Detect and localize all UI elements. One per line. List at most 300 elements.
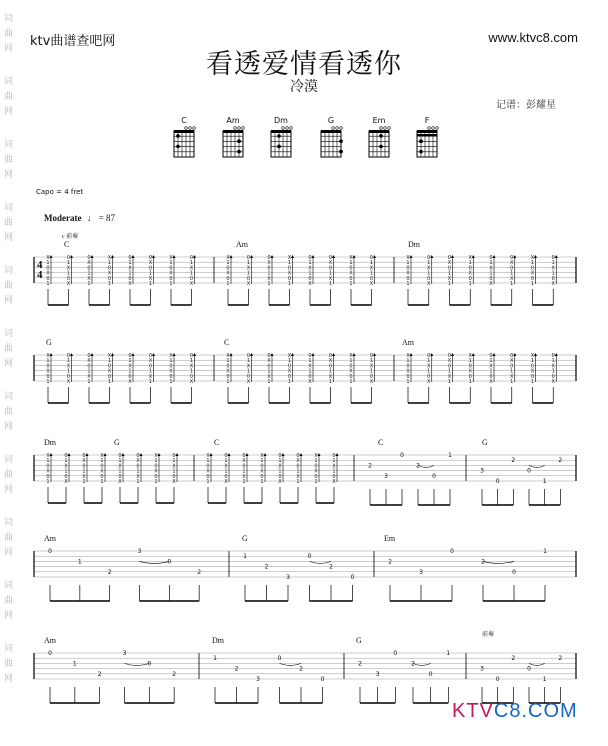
chord-name: G — [327, 116, 335, 125]
svg-text:1: 1 — [169, 358, 173, 365]
svg-text:1: 1 — [189, 270, 194, 277]
watermark-glyph: 词 — [4, 14, 14, 24]
svg-text:1: 1 — [189, 368, 194, 375]
svg-text:1: 1 — [169, 281, 173, 287]
svg-text:0: 0 — [551, 353, 555, 359]
svg-text:1: 1 — [447, 379, 452, 385]
svg-text:X: X — [118, 479, 122, 485]
svg-text:1: 1 — [369, 260, 374, 267]
svg-text:X: X — [447, 275, 452, 282]
svg-text:0: 0 — [332, 453, 336, 459]
svg-text:X: X — [107, 270, 112, 277]
svg-text:0: 0 — [349, 373, 353, 380]
svg-text:1: 1 — [226, 281, 230, 287]
svg-text:1: 1 — [328, 379, 333, 385]
time-sig-top: 4 — [37, 259, 43, 271]
footer-logo[interactable] — [452, 700, 578, 723]
chord-label: Dm — [212, 636, 224, 645]
svg-text:X: X — [468, 255, 472, 261]
svg-text:1: 1 — [551, 260, 555, 267]
chord-grid-icon — [268, 126, 294, 160]
chord-label: Am — [44, 636, 56, 645]
svg-text:0: 0 — [87, 265, 91, 272]
svg-text:3: 3 — [419, 568, 423, 576]
svg-text:0: 0 — [46, 275, 50, 282]
svg-text:X: X — [82, 458, 86, 465]
svg-text:0: 0 — [296, 453, 300, 459]
watermark-glyph: 曲 — [4, 281, 14, 291]
watermark-glyph: 词 — [4, 266, 14, 276]
svg-text:1: 1 — [224, 468, 228, 475]
chord-name: Em — [372, 116, 386, 125]
svg-text:0: 0 — [100, 463, 104, 470]
svg-text:0: 0 — [169, 373, 173, 380]
svg-text:X: X — [64, 479, 68, 485]
svg-text:0: 0 — [393, 650, 398, 657]
svg-text:1: 1 — [46, 260, 50, 267]
svg-text:1: 1 — [243, 553, 247, 561]
svg-text:X: X — [349, 270, 353, 277]
svg-text:X: X — [349, 353, 353, 359]
chord-label: Dm — [44, 438, 56, 447]
svg-text:X: X — [267, 373, 271, 380]
svg-text:1: 1 — [551, 368, 555, 375]
svg-text:X: X — [427, 363, 431, 370]
svg-text:0: 0 — [328, 265, 333, 272]
svg-text:0: 0 — [118, 453, 122, 459]
chord-name: C — [181, 116, 187, 125]
svg-text:0: 0 — [224, 473, 228, 480]
svg-text:0: 0 — [224, 453, 228, 459]
svg-text:X: X — [66, 379, 71, 385]
svg-text:X: X — [224, 479, 228, 485]
svg-text:1: 1 — [427, 260, 431, 267]
svg-text:1: 1 — [278, 458, 282, 465]
svg-text:2: 2 — [197, 568, 202, 576]
svg-text:X: X — [189, 281, 194, 287]
svg-text:1: 1 — [530, 358, 535, 365]
svg-text:1: 1 — [332, 458, 336, 465]
svg-text:X: X — [406, 270, 410, 277]
svg-text:1: 1 — [46, 458, 50, 465]
svg-text:X: X — [172, 479, 176, 485]
svg-text:0: 0 — [328, 255, 333, 261]
svg-text:0: 0 — [350, 574, 355, 581]
svg-text:2: 2 — [368, 462, 372, 470]
svg-text:0: 0 — [118, 473, 122, 480]
svg-text:2: 2 — [411, 660, 415, 668]
svg-text:0: 0 — [169, 363, 173, 370]
svg-text:0: 0 — [510, 265, 514, 272]
svg-text:1: 1 — [136, 468, 140, 475]
svg-text:1: 1 — [468, 281, 472, 287]
svg-text:2: 2 — [234, 665, 239, 673]
svg-text:0: 0 — [189, 275, 194, 282]
svg-text:1: 1 — [107, 260, 112, 267]
svg-text:1: 1 — [267, 379, 271, 385]
svg-text:1: 1 — [72, 660, 77, 668]
svg-text:0: 0 — [167, 558, 172, 566]
svg-text:0: 0 — [66, 275, 71, 282]
svg-text:X: X — [489, 281, 493, 287]
svg-text:1: 1 — [406, 260, 410, 267]
svg-text:0: 0 — [148, 265, 153, 272]
watermark-glyph: 曲 — [4, 218, 14, 228]
svg-text:1: 1 — [87, 270, 91, 277]
svg-text:1: 1 — [246, 260, 251, 267]
svg-text:X: X — [267, 275, 271, 282]
svg-text:0: 0 — [369, 275, 374, 282]
svg-text:0: 0 — [148, 353, 153, 359]
watermark-glyph: 词 — [4, 455, 14, 465]
svg-text:0: 0 — [406, 265, 410, 272]
svg-text:X: X — [87, 358, 91, 365]
svg-text:1: 1 — [128, 270, 132, 277]
svg-text:X: X — [369, 379, 374, 385]
svg-text:X: X — [349, 255, 353, 261]
svg-text:1: 1 — [46, 379, 50, 385]
svg-text:0: 0 — [107, 373, 112, 380]
svg-text:X: X — [87, 260, 91, 267]
svg-text:0: 0 — [427, 353, 431, 359]
svg-text:X: X — [226, 368, 230, 375]
svg-text:X: X — [332, 479, 336, 485]
svg-text:X: X — [169, 255, 173, 261]
svg-text:0: 0 — [87, 255, 91, 261]
svg-text:0: 0 — [206, 473, 210, 480]
svg-text:1: 1 — [510, 368, 514, 375]
svg-text:1: 1 — [246, 368, 251, 375]
svg-text:0: 0 — [530, 265, 535, 272]
svg-text:0: 0 — [530, 275, 535, 282]
watermark-glyph: 曲 — [4, 470, 14, 480]
svg-text:0: 0 — [551, 275, 555, 282]
svg-text:0: 0 — [169, 265, 173, 272]
svg-text:2: 2 — [358, 660, 362, 668]
svg-text:X: X — [530, 353, 535, 359]
svg-text:0: 0 — [189, 255, 194, 261]
watermark-glyph: 词 — [4, 392, 14, 402]
svg-text:0: 0 — [447, 265, 452, 272]
svg-text:1: 1 — [100, 479, 104, 485]
svg-text:X: X — [308, 363, 312, 370]
svg-text:X: X — [468, 270, 472, 277]
svg-text:0: 0 — [447, 255, 452, 261]
svg-text:0: 0 — [406, 373, 410, 380]
svg-text:1: 1 — [530, 281, 535, 287]
svg-text:1: 1 — [542, 478, 547, 485]
svg-text:1: 1 — [446, 650, 451, 657]
svg-text:1: 1 — [172, 468, 176, 475]
watermark-glyph: 词 — [4, 140, 14, 150]
svg-text:X: X — [128, 265, 132, 272]
svg-text:X: X — [226, 353, 230, 359]
svg-text:1: 1 — [128, 358, 132, 365]
svg-text:1: 1 — [66, 368, 71, 375]
watermark-glyph: 曲 — [4, 533, 14, 543]
svg-text:0: 0 — [400, 452, 404, 459]
svg-text:1: 1 — [206, 479, 210, 485]
svg-text:1: 1 — [148, 379, 153, 385]
svg-text:1: 1 — [406, 358, 410, 365]
svg-text:X: X — [154, 453, 158, 459]
svg-text:1: 1 — [543, 548, 547, 555]
tab-system-4 — [34, 534, 576, 614]
svg-text:0: 0 — [527, 665, 531, 673]
svg-text:1: 1 — [206, 458, 210, 465]
svg-text:0: 0 — [226, 373, 230, 380]
svg-text:0: 0 — [66, 255, 71, 261]
svg-text:X: X — [148, 260, 153, 267]
chord-label: C — [378, 438, 384, 447]
svg-text:1: 1 — [530, 260, 535, 267]
svg-text:0: 0 — [226, 275, 230, 282]
svg-text:2: 2 — [388, 558, 392, 566]
tab-staff — [34, 544, 576, 620]
svg-text:1: 1 — [169, 260, 173, 267]
svg-text:0: 0 — [428, 670, 433, 678]
svg-text:0: 0 — [489, 275, 493, 282]
chord-label: G — [114, 438, 120, 447]
svg-text:1: 1 — [551, 358, 555, 365]
svg-text:1: 1 — [172, 458, 176, 465]
svg-text:1: 1 — [296, 468, 300, 475]
svg-text:1: 1 — [278, 468, 282, 475]
svg-text:X: X — [447, 373, 452, 380]
svg-text:X: X — [46, 453, 50, 459]
svg-text:X: X — [100, 453, 104, 459]
svg-text:1: 1 — [148, 281, 153, 287]
svg-text:0: 0 — [510, 363, 514, 370]
svg-text:X: X — [118, 463, 122, 470]
watermark-glyph: 网 — [4, 548, 14, 558]
svg-text:0: 0 — [242, 463, 246, 470]
svg-text:0: 0 — [136, 463, 140, 470]
svg-text:0: 0 — [87, 363, 91, 370]
svg-text:X: X — [148, 358, 153, 365]
tab-staff — [34, 250, 576, 326]
watermark-glyph: 曲 — [4, 92, 14, 102]
svg-text:X: X — [224, 463, 228, 470]
chord-diagram-em — [366, 116, 392, 164]
svg-text:X: X — [328, 260, 333, 267]
svg-text:0: 0 — [349, 265, 353, 272]
svg-text:0: 0 — [328, 363, 333, 370]
svg-text:2: 2 — [107, 568, 112, 576]
svg-text:0: 0 — [128, 275, 132, 282]
tab-staff — [34, 448, 576, 524]
svg-text:3: 3 — [480, 665, 484, 673]
svg-text:0: 0 — [66, 373, 71, 380]
svg-text:1: 1 — [551, 270, 555, 277]
chord-grid-icon — [366, 126, 392, 160]
svg-text:1: 1 — [87, 379, 91, 385]
watermark-glyph: 曲 — [4, 344, 14, 354]
svg-text:X: X — [172, 463, 176, 470]
svg-text:2: 2 — [97, 670, 102, 678]
svg-text:0: 0 — [512, 568, 516, 576]
svg-text:0: 0 — [468, 275, 472, 282]
svg-text:X: X — [107, 353, 112, 359]
svg-text:2: 2 — [299, 665, 303, 673]
svg-text:0: 0 — [530, 363, 535, 370]
chord-grid-icon — [318, 126, 344, 160]
svg-text:X: X — [551, 265, 555, 272]
svg-text:2: 2 — [511, 655, 516, 663]
svg-text:1: 1 — [46, 479, 50, 485]
svg-text:0: 0 — [427, 275, 431, 282]
watermark-glyph: 词 — [4, 581, 14, 591]
svg-text:0: 0 — [154, 473, 158, 480]
watermark-glyph: 曲 — [4, 29, 14, 39]
song-title: 看透爱情看透你 — [206, 49, 402, 80]
svg-text:X: X — [427, 281, 431, 287]
svg-text:1: 1 — [447, 368, 452, 375]
svg-text:X: X — [406, 255, 410, 261]
svg-text:X: X — [328, 358, 333, 365]
svg-text:X: X — [447, 260, 452, 267]
transcriber-credit: 记谱：彭耀星 — [496, 100, 556, 111]
svg-text:X: X — [489, 363, 493, 370]
svg-text:X: X — [154, 468, 158, 475]
svg-text:1: 1 — [260, 479, 264, 485]
svg-text:0: 0 — [267, 255, 271, 261]
svg-text:1: 1 — [328, 270, 333, 277]
svg-text:X: X — [46, 368, 50, 375]
svg-text:X: X — [369, 363, 374, 370]
watermark-glyph: 网 — [4, 233, 14, 243]
svg-text:0: 0 — [447, 363, 452, 370]
svg-text:X: X — [107, 368, 112, 375]
svg-text:0: 0 — [369, 353, 374, 359]
svg-text:1: 1 — [349, 281, 353, 287]
svg-text:1: 1 — [308, 260, 312, 267]
svg-text:1: 1 — [46, 281, 50, 287]
svg-text:X: X — [308, 379, 312, 385]
svg-text:X: X — [189, 379, 194, 385]
svg-text:1: 1 — [224, 458, 228, 465]
svg-text:3: 3 — [286, 574, 290, 581]
artist-name: 冷漠 — [290, 79, 318, 95]
svg-text:0: 0 — [100, 473, 104, 480]
time-signature — [37, 260, 43, 280]
svg-text:X: X — [278, 463, 282, 470]
svg-text:0: 0 — [48, 650, 52, 657]
svg-text:X: X — [296, 473, 300, 480]
chord-label: Em — [384, 534, 396, 543]
svg-text:X: X — [427, 379, 431, 385]
svg-text:1: 1 — [328, 281, 333, 287]
svg-text:0: 0 — [128, 353, 132, 359]
svg-text:0: 0 — [267, 363, 271, 370]
svg-text:0: 0 — [307, 553, 312, 561]
svg-text:0: 0 — [64, 453, 68, 459]
svg-text:2: 2 — [264, 563, 269, 571]
svg-text:2: 2 — [558, 655, 563, 663]
svg-text:1: 1 — [468, 379, 472, 385]
svg-text:0: 0 — [48, 548, 52, 555]
svg-text:0: 0 — [267, 353, 271, 359]
svg-text:1: 1 — [246, 270, 251, 277]
svg-text:1: 1 — [369, 270, 374, 277]
svg-text:1: 1 — [148, 368, 153, 375]
svg-text:1: 1 — [66, 260, 71, 267]
svg-text:0: 0 — [82, 463, 86, 470]
svg-text:0: 0 — [172, 473, 176, 480]
chord-diagram-am — [220, 116, 246, 164]
svg-text:X: X — [246, 265, 251, 272]
svg-text:X: X — [468, 368, 472, 375]
svg-text:1: 1 — [82, 479, 86, 485]
svg-text:X: X — [46, 468, 50, 475]
svg-text:X: X — [82, 473, 86, 480]
svg-text:1: 1 — [406, 379, 410, 385]
svg-text:3: 3 — [122, 650, 127, 657]
watermark-glyph: 词 — [4, 644, 14, 654]
watermark-glyph: 曲 — [4, 407, 14, 417]
chord-label: C — [224, 338, 230, 347]
svg-text:0: 0 — [530, 373, 535, 380]
svg-text:0: 0 — [332, 473, 336, 480]
svg-text:2: 2 — [511, 457, 516, 465]
svg-text:0: 0 — [527, 467, 531, 475]
svg-text:X: X — [148, 275, 153, 282]
svg-text:X: X — [169, 270, 173, 277]
svg-text:1: 1 — [64, 458, 68, 465]
svg-text:0: 0 — [226, 363, 230, 370]
svg-text:1: 1 — [510, 281, 514, 287]
svg-text:X: X — [260, 468, 264, 475]
svg-text:X: X — [46, 270, 50, 277]
chord-grid-icon — [171, 126, 197, 160]
svg-text:1: 1 — [100, 458, 104, 465]
svg-text:1: 1 — [64, 468, 68, 475]
watermark-glyph: 网 — [4, 674, 14, 684]
svg-text:X: X — [287, 368, 292, 375]
svg-text:X: X — [66, 281, 71, 287]
svg-text:1: 1 — [260, 458, 264, 465]
svg-text:0: 0 — [46, 463, 50, 470]
svg-text:X: X — [406, 353, 410, 359]
svg-text:3: 3 — [256, 676, 260, 683]
intro-label: 前奏 — [482, 632, 495, 638]
svg-text:0: 0 — [314, 463, 318, 470]
svg-text:0: 0 — [450, 548, 454, 555]
svg-text:1: 1 — [489, 358, 493, 365]
svg-text:1: 1 — [267, 270, 271, 277]
chord-diagram-c — [171, 116, 197, 164]
svg-text:0: 0 — [468, 265, 472, 272]
svg-text:0: 0 — [551, 373, 555, 380]
watermark-glyph: 词 — [4, 203, 14, 213]
chord-label: G — [482, 438, 488, 447]
svg-text:1: 1 — [118, 468, 122, 475]
site-name: ktv曲谱查吧网 — [30, 34, 116, 49]
svg-text:0: 0 — [328, 353, 333, 359]
svg-text:X: X — [64, 463, 68, 470]
svg-text:X: X — [189, 265, 194, 272]
svg-text:X: X — [489, 379, 493, 385]
svg-text:1: 1 — [154, 479, 158, 485]
svg-text:X: X — [308, 265, 312, 272]
svg-text:X: X — [468, 353, 472, 359]
logo-domain: C8.COM — [493, 700, 578, 722]
svg-text:0: 0 — [267, 265, 271, 272]
svg-text:1: 1 — [542, 676, 547, 683]
svg-text:X: X — [530, 270, 535, 277]
svg-text:X: X — [128, 363, 132, 370]
site-url[interactable]: www.ktvc8.com — [488, 30, 578, 45]
